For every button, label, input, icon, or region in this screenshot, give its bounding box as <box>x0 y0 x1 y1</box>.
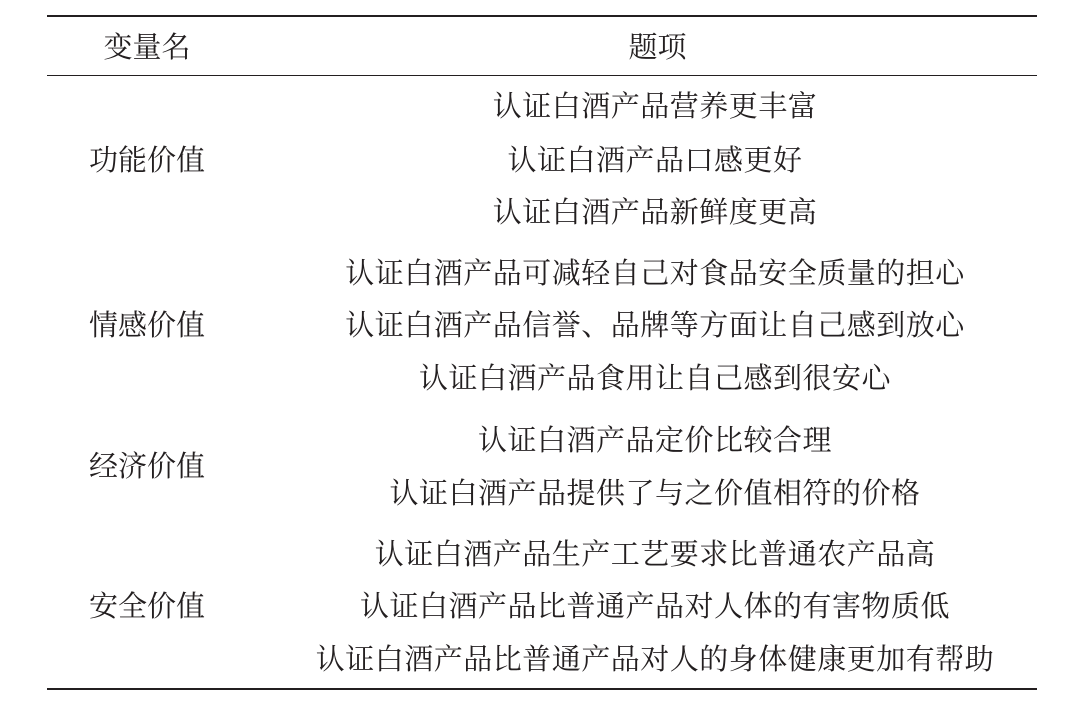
item-line: 认证白酒产品口感更好 <box>507 143 803 177</box>
group-label-functional-value: 功能价值 <box>88 143 205 177</box>
header-item: 题项 <box>628 30 687 64</box>
item-line: 认证白酒产品新鲜度更高 <box>492 195 818 229</box>
item-line: 认证白酒产品可减轻自己对食品安全质量的担心 <box>345 256 965 290</box>
group-label-economic-value: 经济价值 <box>88 449 205 483</box>
bottom-rule <box>47 688 1037 690</box>
item-line: 认证白酒产品提供了与之价值相符的价格 <box>389 476 921 510</box>
item-line: 认证白酒产品营养更丰富 <box>492 89 818 123</box>
item-line: 认证白酒产品信誉、品牌等方面让自己感到放心 <box>345 308 965 342</box>
group-label-emotional-value: 情感价值 <box>88 308 205 342</box>
header-variable-name: 变量名 <box>103 30 191 64</box>
item-line: 认证白酒产品定价比较合理 <box>477 423 832 457</box>
group-label-safety-value: 安全价值 <box>88 589 205 623</box>
header-rule <box>47 75 1037 76</box>
top-rule <box>47 15 1037 17</box>
item-line: 认证白酒产品比普通产品对人的身体健康更加有帮助 <box>315 642 995 676</box>
item-line: 认证白酒产品食用让自己感到很安心 <box>418 361 891 395</box>
item-line: 认证白酒产品生产工艺要求比普通农产品高 <box>374 537 936 571</box>
item-line: 认证白酒产品比普通产品对人体的有害物质低 <box>359 589 950 623</box>
